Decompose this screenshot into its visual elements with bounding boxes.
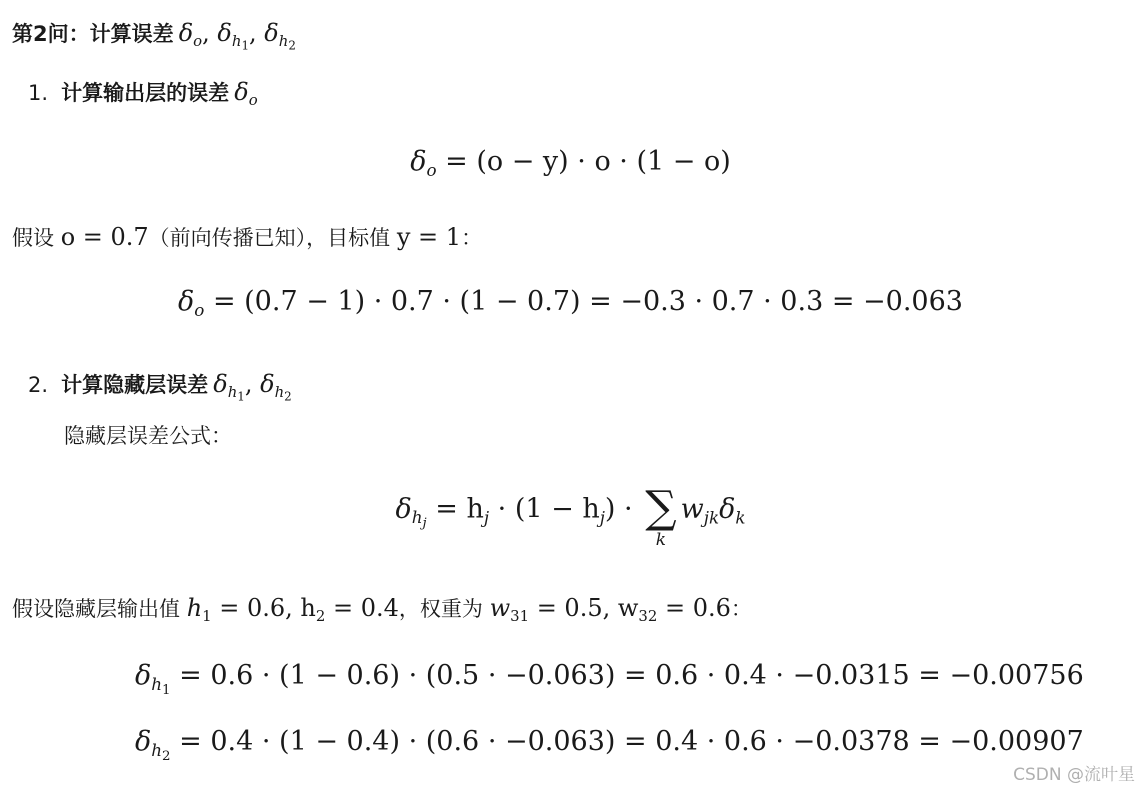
hidden-error-formula-intro: 隐藏层误差公式：	[64, 424, 232, 448]
step2-heading	[28, 369, 292, 404]
watermark: CSDN @流叶星	[1013, 765, 1135, 785]
assumption-math-o: o = 0.7	[60, 223, 149, 251]
assumption-math-h: $h_1 = 0.6$, $h_2 = 0.4$	[186, 594, 399, 626]
heading-text: 第2问：计算误差	[12, 22, 174, 46]
assumption-colon: ：	[730, 597, 752, 621]
summation-symbol: ∑ k	[645, 482, 677, 550]
heading-math: $\delta_o$, $\delta_{h_1}$, $\delta_{h_2}$	[178, 19, 296, 53]
assumption-colon: ：	[461, 226, 483, 250]
assumption-text: 假设隐藏层输出值	[12, 597, 187, 621]
hidden-error-calc-1: $\delta_{h_1} = 0.6 \cdot (1 - 0.6) \cdot (0.5 \cdot -0.063) = 0.6 \cdot 0.4 \cdot -0.0315 = -0.00756$	[135, 660, 1084, 698]
assumption-text: ，权重为	[398, 597, 490, 621]
step1-assumption	[12, 222, 482, 252]
section-heading	[12, 18, 296, 53]
step1-title-math: $\delta_o$	[234, 78, 258, 110]
assumption-math-w: $w_{31} = 0.5$, $w_{32} = 0.6$	[489, 594, 731, 626]
hidden-error-calc-2: $\delta_{h_2} = 0.4 \cdot (1 - 0.4) \cdot (0.6 \cdot -0.063) = 0.4 \cdot 0.6 \cdot -0.0378 = -0.00907$	[135, 726, 1084, 764]
step1-title: 计算输出层的误差	[61, 81, 230, 105]
output-error-calc: $\delta_o = (0.7 - 1) \cdot 0.7 \cdot (1 - 0.7) = -0.3 \cdot 0.7 \cdot 0.3 = -0.063$	[178, 286, 963, 320]
assumption-text: （前向传播已知），目标值	[148, 226, 397, 250]
step2-number: 2.	[28, 373, 49, 397]
step2-title: 计算隐藏层误差	[61, 373, 209, 397]
step2-assumption	[12, 593, 752, 626]
step2-title-math: $\delta_{h_1}$, $\delta_{h_2}$	[213, 370, 292, 404]
assumption-text: 假设	[12, 226, 61, 250]
output-error-formula: $\delta_o = (o - y) \cdot o \cdot (1 - o)$	[410, 146, 731, 180]
step1-number: 1.	[28, 81, 49, 105]
assumption-math-y: y = 1	[396, 223, 462, 251]
hidden-error-formula: $\delta_{h_j} = h_j \cdot (1 - h_j)$ · ∑ k $w_{jk}\delta_k$	[395, 482, 746, 550]
step1-heading	[28, 77, 258, 110]
